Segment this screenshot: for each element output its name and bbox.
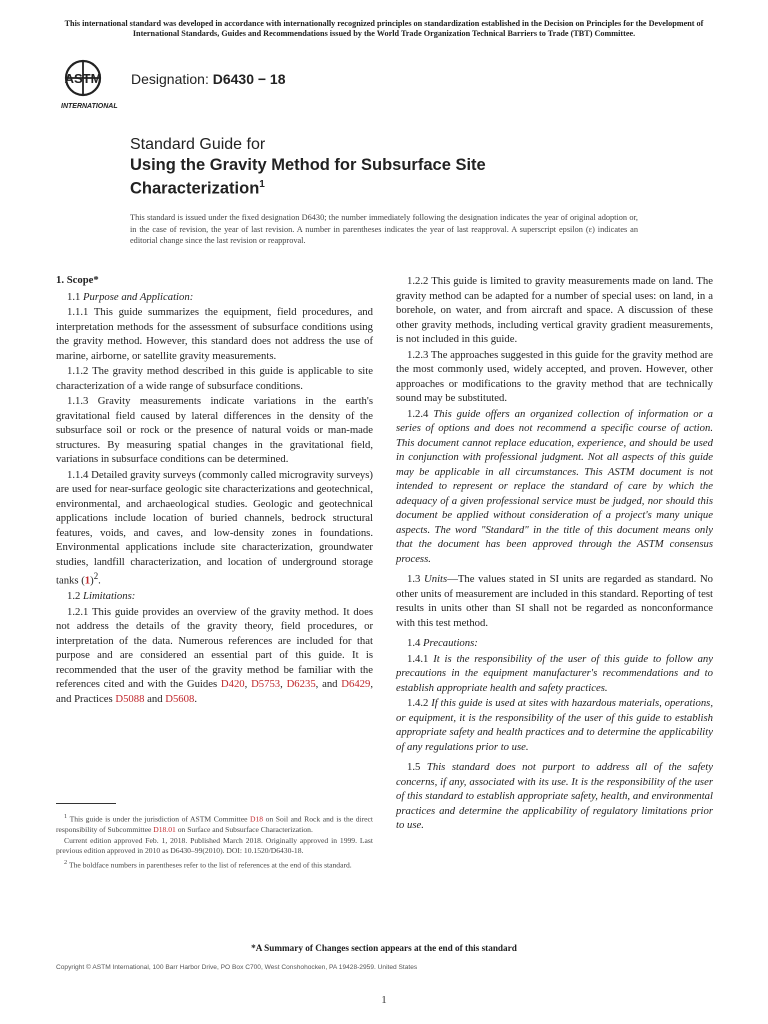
- subcommittee-link[interactable]: D18.01: [153, 824, 176, 834]
- section-1-2-2: 1.2.2 This guide is limited to gravity measurements made on land. The gravity method can be adapted for a number of special uses: on land, in a borehole, on water, and from aircraft and space. A discussion of these other gravity methods, including vertical gravity gradient measurements, is not included in this guide.: [396, 275, 713, 345]
- page-number: 1: [381, 994, 387, 1006]
- title-line-1: Standard Guide for: [130, 136, 266, 153]
- astm-logo-icon: [57, 56, 121, 112]
- section-1-4: 1.4 Precautions:: [407, 637, 478, 649]
- guide-link-d420[interactable]: D420: [220, 678, 245, 691]
- copyright-line: Copyright © ASTM International, 100 Barr Harbor Drive, PO Box C700, West Conshohocken, PA 19428-2959. United States: [56, 964, 418, 971]
- title-line-2: Using the Gravity Method for Subsurface Site: [130, 156, 486, 174]
- section-1-1-3: 1.1.3 Gravity measurements indicate variations in the earth's gravitational field caused by lateral differences in the density of the subsurface soil or rock or the presence of natural voids or man-made structures. By measuring spatial changes in the gravitational field, variations in subsurface conditions can be determined.: [56, 395, 373, 465]
- scope-heading: 1. Scope*: [56, 274, 99, 286]
- tbt-notice: This international standard was developed in accordance with internationally recognized principles on standardization established in the Decision on Principles for the Development of International Standards, Guides and Recommendations issued by the World Trade Organization Technical Barriers to Trade (TBT) Committee.: [64, 19, 704, 38]
- left-column: [56, 273, 373, 707]
- footnote-2-mark[interactable]: 2: [93, 571, 99, 581]
- summary-of-changes-note: *A Summary of Changes section appears at the end of this standard: [251, 943, 517, 953]
- reference-link[interactable]: 1: [84, 574, 91, 587]
- section-1-2-4: 1.2.4 This guide offers an organized collection of information or a series of options and does not recommend a specific course of action. This document cannot replace education, experience, and should be used in conjunction with professional judgment. Not all aspects of this guide may be applicable in all circumstances. This ASTM document is not intended to represent or replace the standard of care by which the adequacy of a given professional service must be judged, nor should this document be applied without consideration of a project's many unique aspects. The word "Standard" in the title of this document means only that the document has been approved through the ASTM consensus process.: [396, 407, 713, 565]
- footnote-2: $^2$ The boldface numbers in parentheses refer to the list of references at the end of this standard.: [64, 858, 352, 870]
- footnote-1: $^1$ This guide is under the jurisdiction of ASTM Committee D18 on Soil and Rock and is the direct responsibility of Subcommittee D18.01 on Surface and Subsurface Characterization.: [56, 813, 374, 834]
- designation-label: Designation:: [131, 71, 209, 87]
- section-1-1-4: 1.1.4 Detailed gravity surveys (commonly called microgravity surveys) are used for near-surface geologic site characterizations and geotechnical, environmental, and archaeological studies. Geologic and geotechnical applications include location of buried channels, bedrock structural features, voids, and caves, and low-density zones in foundations. Environmental applications include site characterization, groundwater studies, landfill characterization, and location of underground storage tanks $(1)^2$.: [56, 468, 373, 587]
- footnote-edition: Current edition approved Feb. 1, 2018. Published March 2018. Originally approved in 1999. Last previous edition approved in 2010 as D6430–99(2010). DOI: 10.1520/D6430-18.: [56, 836, 373, 856]
- practice-link-d5608[interactable]: D5608: [165, 692, 195, 705]
- section-1-5: 1.5 This standard does not purport to address all of the safety concerns, if any, associated with its use. It is the responsibility of the user of this standard to establish appropriate safety, health, and environmental practices and determine the applicability of regulatory limitations prior to use.: [396, 761, 714, 831]
- footnotes: [56, 812, 373, 872]
- title-line-3: Characterization$^1$: [130, 179, 265, 198]
- document-title: [130, 135, 690, 199]
- section-1-1: 1.1 Purpose and Application:: [67, 290, 194, 303]
- logo-subtext: INTERNATIONAL: [61, 103, 118, 110]
- committee-link[interactable]: D18: [250, 814, 264, 824]
- title-footnote-mark[interactable]: 1: [259, 179, 265, 190]
- section-1-3: 1.3 Units—The values stated in SI units are regarded as standard. No other units of measurement are included in this standard. Reporting of test results in units other than SI shall not be regarded as nonconformance with this test method.: [396, 573, 714, 629]
- right-column: [396, 274, 713, 834]
- designation-value: D6430 − 18: [212, 71, 286, 87]
- section-1-4-2: 1.4.2 If this guide is used at sites with hazardous materials, operations, or equipment, it is the responsibility of the user of this guide to establish appropriate safety and health practices and to determine the applicability of any regulations prior to use.: [396, 697, 713, 753]
- designation-intro: This standard is issued under the fixed designation D6430; the number immediately following the designation indicates the year of original adoption or, in the case of revision, the year of last revision. A number in parentheses indicates the year of last reapproval. A superscript epsilon (ε) indicates an editorial change since the last revision or reapproval.: [130, 213, 638, 246]
- section-1-2-3: 1.2.3 The approaches suggested in this guide for the gravity method are the most commonly used, widely accepted, and proven. However, other approaches or modifications to the gravity method that are technically sound may be substituted.: [396, 348, 713, 404]
- practice-link-d5088[interactable]: D5088: [115, 692, 145, 705]
- guide-link-d5753[interactable]: D5753: [251, 678, 281, 691]
- guide-link-d6235[interactable]: D6235: [286, 678, 316, 691]
- logo-text: ASTM: [64, 71, 102, 86]
- section-1-4-1: 1.4.1 It is the responsibility of the user of this guide to follow any precautions in the equipment manufacturer's recommendations and to establish appropriate health and safety practices.: [396, 652, 714, 694]
- guide-link-d6429[interactable]: D6429: [341, 678, 371, 691]
- designation: [131, 71, 286, 87]
- section-1-2: 1.2 Limitations:: [67, 590, 136, 603]
- footnote-divider: [56, 803, 116, 804]
- section-1-1-1: 1.1.1 This guide summarizes the equipment, field procedures, and interpretation methods for the assessment of subsurface conditions using the gravity method. However, this standard does not address the use of marine, airborne, or satellite gravity measurements.: [56, 306, 373, 362]
- section-1-2-1: 1.2.1 This guide provides an overview of the gravity method. It does not address the details of the gravity theory, field procedures, or interpretation of the data. Numerous references are included for that purpose and are considered an essential part of this guide. It is recommended that the user of the gravity method be familiar with the references cited and with the Guides D420, D5753, D6235, and D6429, and Practices D5088 and D5608.: [56, 605, 374, 705]
- section-1-1-2: 1.1.2 The gravity method described in this guide is applicable to site characterization of a wide range of subsurface conditions.: [56, 365, 373, 392]
